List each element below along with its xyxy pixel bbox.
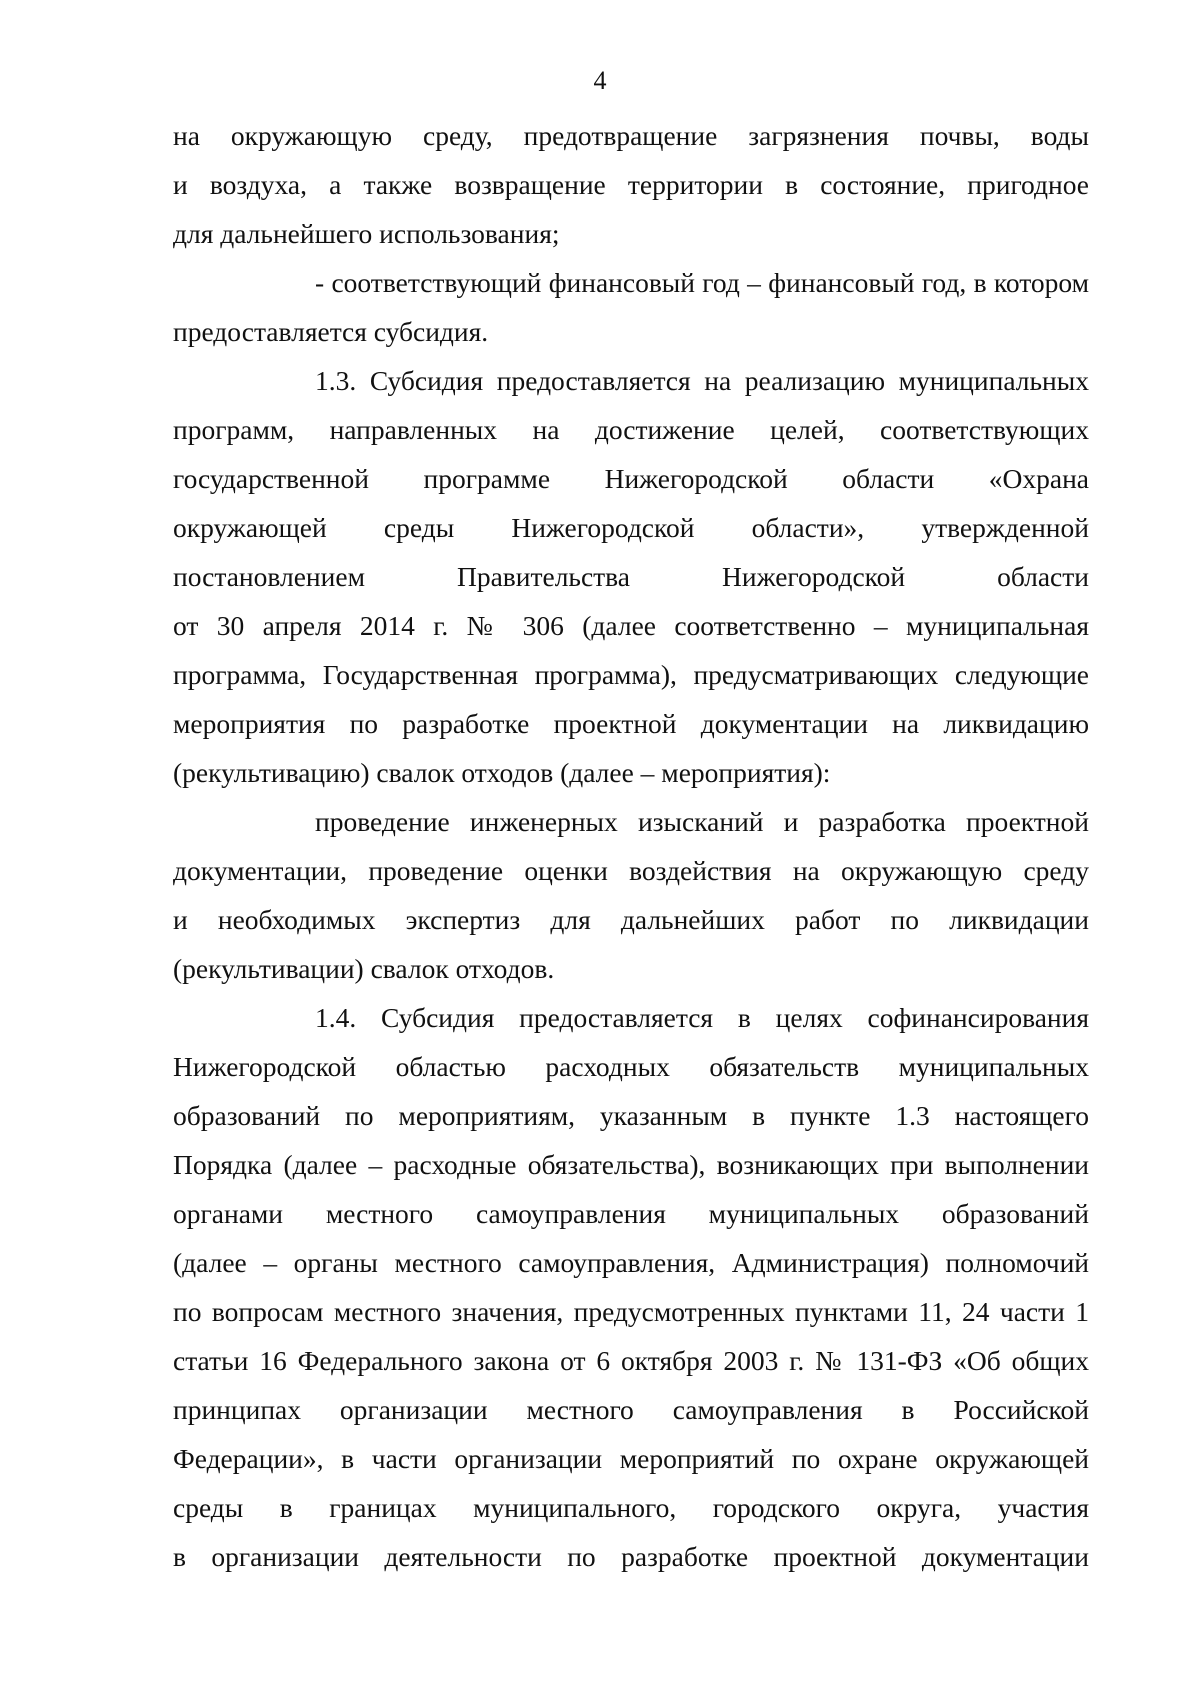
text-line: принципах организации местного самоуправления в Российской	[173, 1394, 1089, 1425]
text-line: постановлением Правительства Нижегородской области	[173, 561, 1089, 592]
text-line: документации, проведение оценки воздействия на окружающую среду	[173, 855, 1089, 886]
text-line: Нижегородской областью расходных обязательств муниципальных	[173, 1051, 1089, 1082]
paragraph-1-3	[173, 356, 1089, 797]
text-line: мероприятия по разработке проектной документации на ликвидацию	[173, 708, 1089, 739]
text-line: государственной программе Нижегородской области «Охрана	[173, 463, 1089, 494]
text-line: среды в границах муниципального, городского округа, участия	[173, 1492, 1089, 1523]
paragraph-activities	[173, 797, 1089, 993]
text-line: - соответствующий финансовый год – финансовый год, в котором	[315, 267, 1089, 298]
text-line: на окружающую среду, предотвращение загрязнения почвы, воды	[173, 120, 1089, 151]
text-line: от 30 апреля 2014 г. № 306 (далее соответственно – муниципальная	[173, 610, 1089, 641]
text-line: для дальнейшего использования;	[173, 218, 560, 249]
text-line: окружающей среды Нижегородской области», утвержденной	[173, 512, 1089, 543]
text-line: (далее – органы местного самоуправления, Администрация) полномочий	[173, 1247, 1089, 1278]
document-body	[173, 111, 1089, 1581]
text-line: 1.4. Субсидия предоставляется в целях софинансирования	[315, 1002, 1089, 1033]
text-line: в организации деятельности по разработке проектной документации	[173, 1541, 1089, 1572]
text-line: программ, направленных на достижение целей, соответствующих	[173, 414, 1089, 445]
text-line: по вопросам местного значения, предусмотренных пунктами 11, 24 части 1	[173, 1296, 1089, 1327]
text-line: образований по мероприятиям, указанным в пункте 1.3 настоящего	[173, 1100, 1089, 1131]
text-line: статьи 16 Федерального закона от 6 октября 2003 г. № 131-ФЗ «Об общих	[173, 1345, 1089, 1376]
text-line: Порядка (далее – расходные обязательства), возникающих при выполнении	[173, 1149, 1089, 1180]
text-line: органами местного самоуправления муниципальных образований	[173, 1198, 1089, 1229]
paragraph-1-4	[173, 993, 1089, 1581]
paragraph-continuation	[173, 111, 1089, 258]
text-line: Федерации», в части организации мероприятий по охране окружающей	[173, 1443, 1089, 1474]
text-line: программа, Государственная программа), предусматривающих следующие	[173, 659, 1089, 690]
text-line: проведение инженерных изысканий и разработка проектной	[315, 806, 1089, 837]
text-line: (рекультивации) свалок отходов.	[173, 953, 555, 984]
text-line: предоставляется субсидия.	[173, 316, 489, 347]
text-line: (рекультивацию) свалок отходов (далее – мероприятия):	[173, 757, 831, 788]
text-line: 1.3. Субсидия предоставляется на реализацию муниципальных	[315, 365, 1089, 396]
page-number: 4	[593, 66, 607, 95]
paragraph-definition	[173, 258, 1089, 356]
text-line: и воздуха, а также возвращение территории в состояние, пригодное	[173, 169, 1089, 200]
text-line: и необходимых экспертиз для дальнейших работ по ликвидации	[173, 904, 1089, 935]
